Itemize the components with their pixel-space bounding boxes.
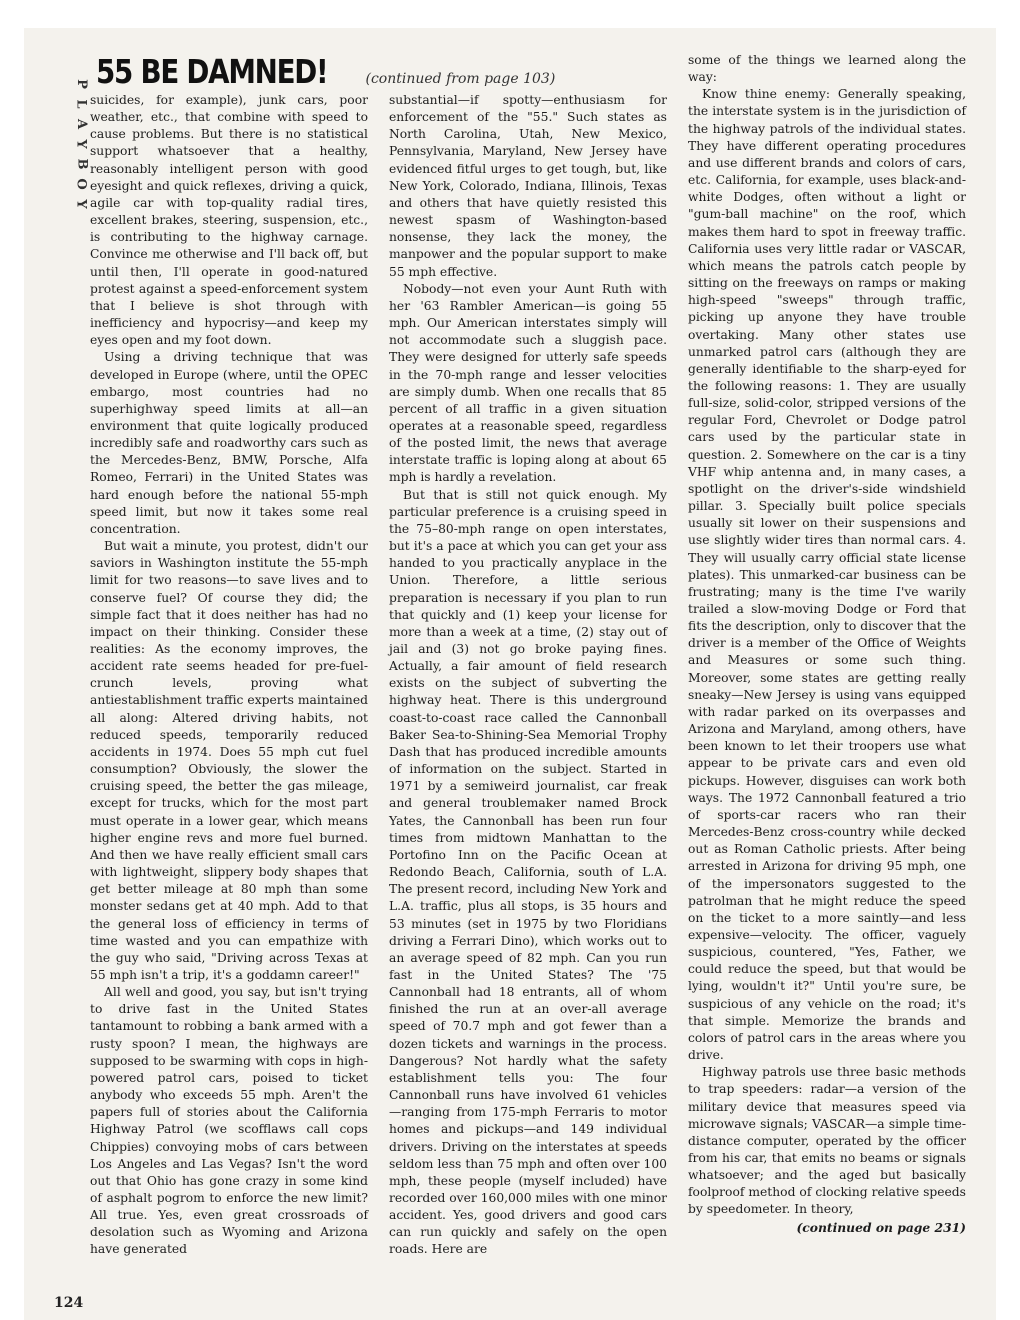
paragraph: All well and good, you say, but isn't trying to drive fast in the United States tantamount to robbing a bank armed with a rusty spoon? I mean, the highways are supposed to be swarming with cops in high-powered patrol cars, poised to ticket anybody who exceeds 55 mph. Aren't the papers full of stories about the California Highway Patrol (we scofflaws call cops Chippies) convoying mobs of cars between Los Angeles and Las Vegas? Isn't the word out that Ohio has gone crazy in some kind of asphalt pogrom to enforce the new limit? All true. Yes, even great crossroads of desolation such as Wyoming and Arizona have generated — [90, 985, 368, 1257]
paragraph: substantial—if spotty—enthusiasm for enforcement of the "55." Such states as North Carolina, Utah, New Mexico, Pennsylvania, Maryland, New Jersey have evidenced fitful urges to get tough, but, like New York, Colorado, Indiana, Illinois, Texas and others that have quietly resisted this newest spasm of Washington-based nonsense, they lack the money, the manpower and the popular support to make 55 mph effective. — [389, 93, 667, 279]
paragraph: But that is still not quick enough. My particular preference is a cruising speed in the 75–80-mph range on open interstates, but it's a pace at which you can get your ass handed to you practically anyplace in the Union. Therefore, a little serious preparation is necessary if you plan to run that quickly and (1) keep your license for more than a week at a time, (2) stay out of jail and (3) not go broke paying fines. Actually, a fair amount of field research exists on the subject of subverting the highway heat. There is this underground coast-to-coast race called the Cannonball Baker Sea-to-Shining-Sea Memorial Trophy Dash that has produced incredible amounts of information on the subject. Started in 1971 by a semiweird journalist, car freak and general troublemaker named Brock Yates, the Cannonball has been run four times from midtown Manhattan to the Portofino Inn on the Pacific Ocean at Redondo Beach, California, south of L.A. The present record, including New York and L.A. traffic, plus all stops, is 35 hours and 53 minutes (set in 1975 by two Floridians driving a Ferrari Dino), which works out to an average speed of 82 mph. Can you run fast in the United States? The '75 Cannonball had 18 entrants, all of whom finished the run at an over-all average speed of 70.7 mph and got fewer than a dozen tickets and warnings in the process. Dangerous? Not hardly what the safety establishment tells you: The four Cannonball runs have involved 61 vehicles—ranging from 175-mph Ferraris to motor homes and pickups—and 149 individual drivers. Driving on the interstates at speeds seldom less than 75 mph and often over 100 mph, these people (myself included) have recorded over 160,000 miles with one minor accident. Yes, good drivers and good cars can run quickly and safely on the open roads. Here are — [389, 487, 667, 1257]
paragraph: some of the things we learned along the way: — [688, 53, 966, 85]
continued-from-note: (continued from page 103) — [365, 71, 556, 87]
paragraph: Using a driving technique that was developed in Europe (where, until the OPEC embargo, most countries had no superhighway speed limits at all—an environment that quite logically produced incredibly safe and roadworthy cars such as the Mercedes-Benz, BMW, Porsche, Alfa Romeo, Ferrari) in the United States was hard enough before the national 55-mph speed limit, but now it takes some real concentration. — [90, 350, 368, 536]
article-title: 55 BE DAMNED! — [96, 52, 328, 91]
text-column-1 — [90, 92, 368, 1318]
page-number: 124 — [54, 1295, 84, 1311]
text-column-3 — [688, 52, 966, 1320]
text-column-2 — [389, 92, 667, 1318]
paragraph: suicides, for example), junk cars, poor weather, etc., that combine with speed to cause problems. But there is no statistical support whatsoever that a healthy, reasonably intelligent person with good eyesight and quick reflexes, driving a quick, agile car with top-quality radial tires, excellent brakes, steering, suspension, etc., is contributing to the highway carnage. Convince me otherwise and I'll back off, but until then, I'll operate in good-natured protest against a speed-enforcement system that I believe is shot through with inefficiency and hypocrisy—and keep my eyes open and my foot down. — [90, 93, 368, 348]
paragraph: But wait a minute, you protest, didn't our saviors in Washington institute the 55-mph limit for two reasons—to save lives and to conserve fuel? Of course they did; the simple fact that it does neither has had no impact on their thinking. Consider these realities: As the economy improves, the accident rate seems headed for pre-fuel-crunch levels, proving what antiestablishment traffic experts maintained all along: Altered driving habits, not reduced speeds, temporarily reduced accidents in 1974. Does 55 mph cut fuel consumption? Obviously, the slower the cruising speed, the better the gas mileage, except for trucks, which for the most part must operate in a lower gear, which means higher engine revs and more fuel burned. And then we have really efficient small cars with lightweight, slippery body shapes that get better mileage at 80 mph than some monster sedans get at 40 mph. Add to that the general loss of efficiency in terms of time wasted and you can empathize with the guy who said, "Driving across Texas at 55 mph isn't a trip, it's a goddamn career!" — [90, 539, 368, 982]
continued-on-note: (continued on page 231) — [796, 1219, 966, 1235]
paragraph: Know thine enemy: Generally speaking, the interstate system is in the jurisdiction of the highway patrols of the individual states. They have different operating procedures and use different brands and colors of cars, etc. California, for example, uses black-and-white Dodges, often without a light or "gum-ball machine" on the roof, which makes them hard to spot in freeway traffic. California uses very little radar or VASCAR, which means the patrols catch people by sitting on the freeways on ramps or making high-speed "sweeps" through traffic, picking up anyone they have trouble overtaking. Many other states use unmarked patrol cars (although they are generally identifiable to the sharp-eyed for the following reasons: 1. They are usually full-size, solid-color, stripped versions of the regular Ford, Chevrolet or Dodge patrol cars used by the particular state in question. 2. Somewhere on the car is a tiny VHF whip antenna and, in many cases, a spotlight on the driver's-side windshield pillar. 3. Specially built police specials usually sit lower on their suspensions and use slightly wider tires than normal cars. 4. They will usually carry official state license plates). This unmarked-car business can be frustrating; many is the time I've warily trailed a slow-moving Dodge or Ford that fits the description, only to discover that the driver is a member of the Office of Weights and Measures or some such thing. Moreover, some states are getting really sneaky—New Jersey is using vans equipped with radar parked on its overpasses and Arizona and Maryland, among others, have been known to let their troopers use what appear to be private cars and even old pickups. However, disguises can work both ways. The 1972 Cannonball featured a trio of sports-car racers who ran their Mercedes-Benz cross-country while decked out as Roman Catholic priests. After being arrested in Arizona for driving 95 mph, one of the impersonators suggested to the patrolman that he might reduce the speed on the ticket to a more saintly—and less expensive—velocity. The officer, vaguely suspicious, countered, "Yes, Father, we could reduce the speed, but that would be lying, wouldn't it?" Until you're sure, be suspicious of any vehicle on the road; it's that simple. Memorize the brands and colors of patrol cars in the areas where you drive. — [688, 87, 966, 1063]
magazine-page — [24, 28, 996, 1320]
paragraph: Highway patrols use three basic methods to trap speeders: radar—a version of the military device that measures speed via microwave signals; VASCAR—a simple time-distance computer, operated by the officer from his car, that emits no beams or signals whatsoever; and the aged but basically foolproof method of clocking relative speeds by speedometer. In theory, — [688, 1065, 966, 1217]
paragraph: Nobody—not even your Aunt Ruth with her '63 Rambler American—is going 55 mph. Our American interstates simply will not accommodate such a sluggish pace. They were designed for utterly safe speeds in the 70-mph range and lesser velocities are simply dumb. When one recalls that 85 percent of all traffic in a given situation operates at a reasonable speed, regardless of the posted limit, the news that average interstate traffic is loping along at about 65 mph is hardly a revelation. — [389, 281, 667, 485]
magazine-name-vertical: P L A Y B O Y — [73, 79, 89, 209]
